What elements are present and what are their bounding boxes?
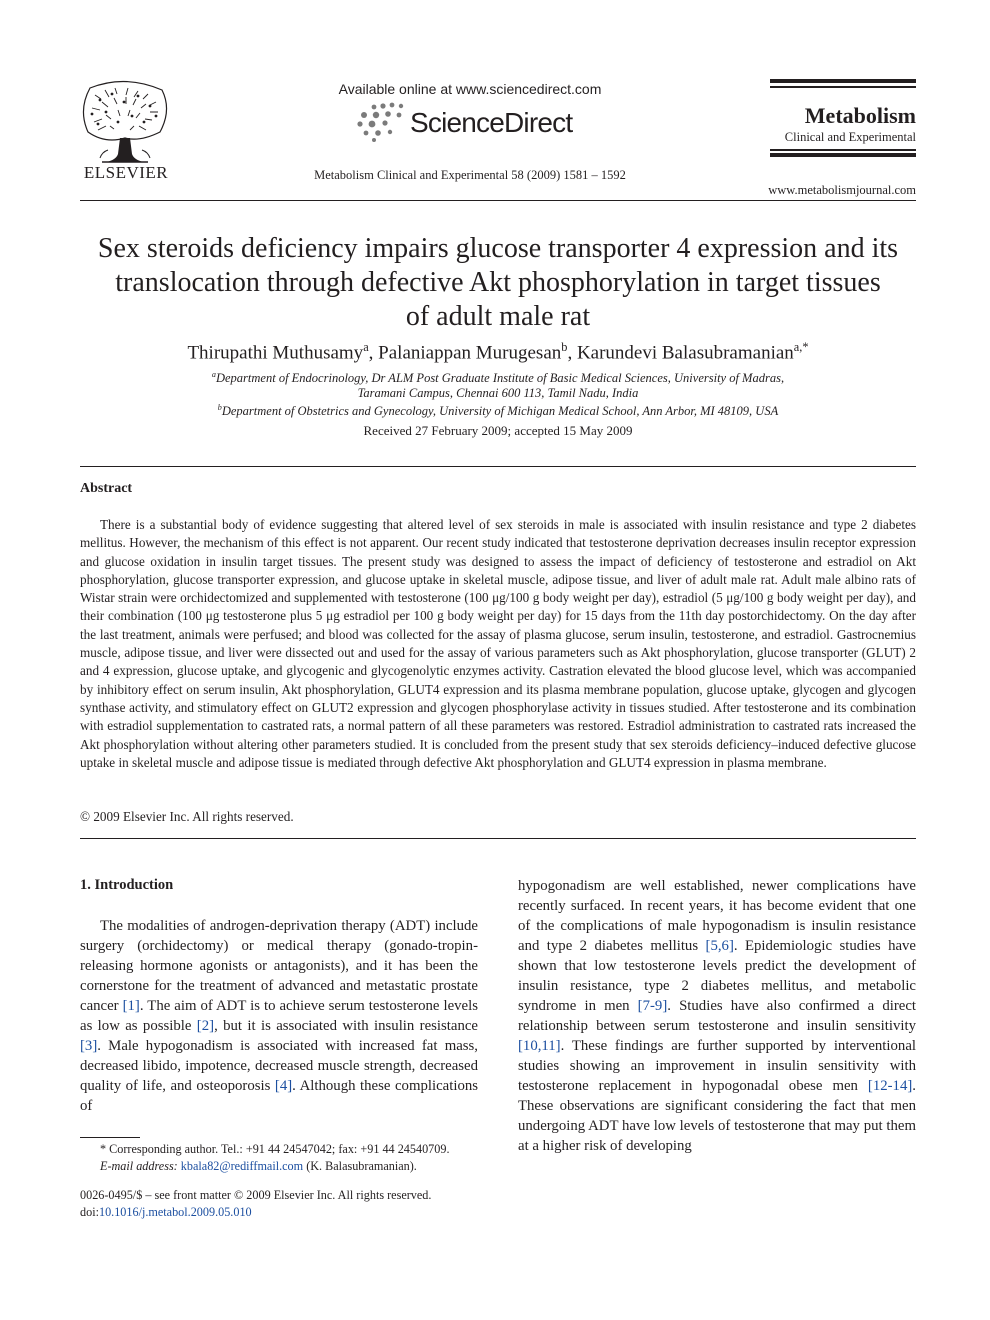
author-name[interactable]: Thirupathi Muthusamy [187, 342, 364, 364]
intro-text: . Epidemiologic studies have shown that low testosterone levels predict the development of insulin resistance, type 2 diabetes mellitus, and metabolic syndrome in men [518, 938, 916, 1014]
doi-link[interactable]: 10.1016/j.metabol.2009.05.010 [98, 1205, 252, 1219]
intro-paragraph-right [518, 876, 916, 1156]
author-separator: , [368, 342, 379, 364]
journal-rule [770, 86, 916, 88]
received-dates: Received 27 February 2009; accepted 15 May 2009 [363, 423, 633, 438]
author-name[interactable]: Palaniappan Murugesan [378, 342, 562, 364]
affiliation-b [80, 403, 916, 419]
journal-name: Metabolism [804, 103, 916, 128]
section-heading-introduction: 1. Introduction [80, 877, 174, 893]
affiliation-a [80, 370, 916, 386]
citation-link[interactable]: [5,6] [705, 938, 734, 954]
email-link[interactable]: kbala82@rediffmail.com [180, 1159, 304, 1173]
journal-subtitle: Clinical and Experimental [784, 130, 916, 144]
corresponding-author-contact: * Corresponding author. Tel.: +91 44 24547042; fax: +91 44 24540709. [100, 1142, 450, 1156]
front-matter [80, 1187, 500, 1221]
author-name[interactable]: Karundevi Balasubramanian [576, 342, 794, 364]
citation-link[interactable]: [3] [80, 1038, 98, 1054]
citation-link[interactable]: [10,11] [518, 1038, 561, 1054]
journal-url-link[interactable]: www.metabolismjournal.com [768, 183, 916, 197]
abstract-top-rule [80, 466, 916, 467]
email-line [80, 1158, 480, 1175]
affiliation-text: Department of Obstetrics and Gynecology, University of Michigan Medical School, Ann Arbor, MI 48109, USA [221, 404, 779, 419]
affiliation-text: Department of Endocrinology, Dr ALM Post Graduate Institute of Basic Medical Sciences, University of Madras, [215, 371, 785, 386]
intro-text: . Although these complications of [80, 1078, 478, 1114]
citation-link[interactable]: [4] [274, 1078, 293, 1094]
intro-text: . These findings are further supported by interventional studies showing an improvement in insulin sensitivity with testosterone replacement in hypogonadal obese men [518, 1038, 916, 1094]
intro-paragraph-left [80, 916, 478, 1116]
intro-text: . Male hypogonadism is associated with increased fat mass, decreased libido, impotence, decreased muscle strength, decreased quality of life, and osteoporosis [80, 1038, 478, 1094]
article-title [70, 232, 926, 334]
journal-rule [770, 79, 916, 83]
intro-text: hypogonadism are well established, newer complications have recently surfaced. In recent years, it has become evident that one of the complications of male hypogonadism is insulin resistance and type 2 diabetes mellitus [518, 878, 916, 954]
intro-text: . These observations are significant considering the fact that men undergoing ADT have low levels of testosterone that may put them at a higher risk of developing [518, 1078, 916, 1154]
journal-citation: Metabolism Clinical and Experimental 58 (2009) 1581 – 1592 [314, 168, 626, 182]
issn-line: 0026-0495/$ – see front matter © 2009 Elsevier Inc. All rights reserved. [80, 1188, 432, 1202]
doi-label: doi: [80, 1205, 99, 1219]
title-line: Sex steroids deficiency impairs glucose transporter 4 expression and its [97, 233, 899, 264]
doi-line [80, 1204, 500, 1221]
citation-link[interactable]: [7-9] [637, 998, 668, 1014]
intro-text: The modalities of androgen-deprivation therapy (ADT) include surgery (orchidectomy) or medical therapy (gonado-tropin-releasing hormone agonists or antagonists), and it has been the cornerstone for the treatment of advanced and metastatic prostate cancer [80, 918, 478, 1014]
citation-link[interactable]: [1] [122, 998, 140, 1014]
affiliation-mark: a [211, 370, 216, 379]
author-affiliation-mark: a [363, 340, 369, 354]
journal-rule [770, 153, 916, 157]
title-line: translocation through defective Akt phosphorylation in target tissues [115, 267, 881, 298]
intro-text: , but it is associated with insulin resistance [214, 1018, 479, 1034]
email-label: E-mail address: [100, 1159, 178, 1173]
author-affiliation-mark: a,* [793, 340, 809, 354]
email-owner: (K. Balasubramanian). [306, 1159, 417, 1173]
corresponding-author-footnote [80, 1141, 480, 1175]
sciencedirect-wordmark: ScienceDirect [410, 107, 573, 138]
publisher-name: ELSEVIER [83, 163, 169, 182]
journal-rule [770, 149, 916, 151]
author-separator: , [567, 342, 577, 364]
title-line: of adult male rat [405, 301, 591, 332]
author-list [80, 340, 916, 364]
affiliation-a-continued: Taramani Campus, Chennai 600 113, Tamil Nadu, India [357, 386, 639, 400]
citation-link[interactable]: [12-14] [867, 1078, 913, 1094]
affiliation-mark: b [217, 403, 222, 412]
citation-link[interactable]: [2] [196, 1018, 215, 1034]
abstract-bottom-rule [80, 838, 916, 839]
intro-text: . Studies have also confirmed a direct relationship between serum testosterone and insulin sensitivity [518, 998, 916, 1034]
author-affiliation-mark: b [561, 340, 568, 354]
intro-text: . The aim of ADT is to achieve serum testosterone levels as low as possible [80, 998, 478, 1034]
available-online-text[interactable]: Available online at www.sciencedirect.com [338, 81, 602, 97]
abstract-heading: Abstract [80, 481, 133, 496]
abstract-copyright: © 2009 Elsevier Inc. All rights reserved. [80, 809, 294, 824]
footnote-rule [80, 1137, 140, 1138]
abstract-text: There is a substantial body of evidence suggesting that altered level of sex steroids in male is associated with insulin resistance and type 2 diabetes mellitus. However, the mechanism of this effect is not apparent. Our recent study indicated that testosterone deprivation decreases insulin receptor expression and glucose oxidation in insulin target tissues. The present study was designed to assess the impact of deficiency of testosterone and estradiol on Akt phosphorylation, glucose transporter expression, and glucose uptake in skeletal muscle, adipose tissue, and liver of adult male rat. Adult male albino rats of Wistar strain were orchidectomized and supplemented with testosterone (100 μg/100 g body weight per day), estradiol (5 μg/100 g body weight per day), and their combination (100 μg testosterone plus 5 μg estradiol per 100 g body weight per day) for 15 days from the 11th day postorchidectomy. On the day after the last treatment, animals were perfused; and blood was collected for the assay of plasma glucose, serum insulin, testosterone, and estradiol. Gastrocnemius muscle, adipose tissue, and liver were dissected out and used for the assay of various parameters such as Akt phosphorylation, glucose transporter (GLUT) 2 and 4 expression, glucose uptake, and glycogenic and glycogenolytic enzymes activity. Castration elevated the blood glucose level, which was accompanied by inhibitory effect on serum insulin, Akt phosphorylation, GLUT4 expression and its plasma membrane population, glucose uptake, glycogen and glycogen synthase activity, and stimulatory effect on GLUT2 expression and glycogen phosphorylase activity in tissues studied. After testosterone and its combination with estradiol supplementation to castrated rats, a normal pattern of all these parameters was restored. Estradiol administration to castrated rats increased the Akt phosphorylation without altering other parameters studied. It is concluded from the present study that sex steroids deficiency–induced defective glucose uptake in skeletal muscle and adipose tissue is mediated through defective Akt phosphorylation and GLUT4 expression in plasma membrane. [80, 517, 916, 770]
header-divider [80, 200, 916, 201]
